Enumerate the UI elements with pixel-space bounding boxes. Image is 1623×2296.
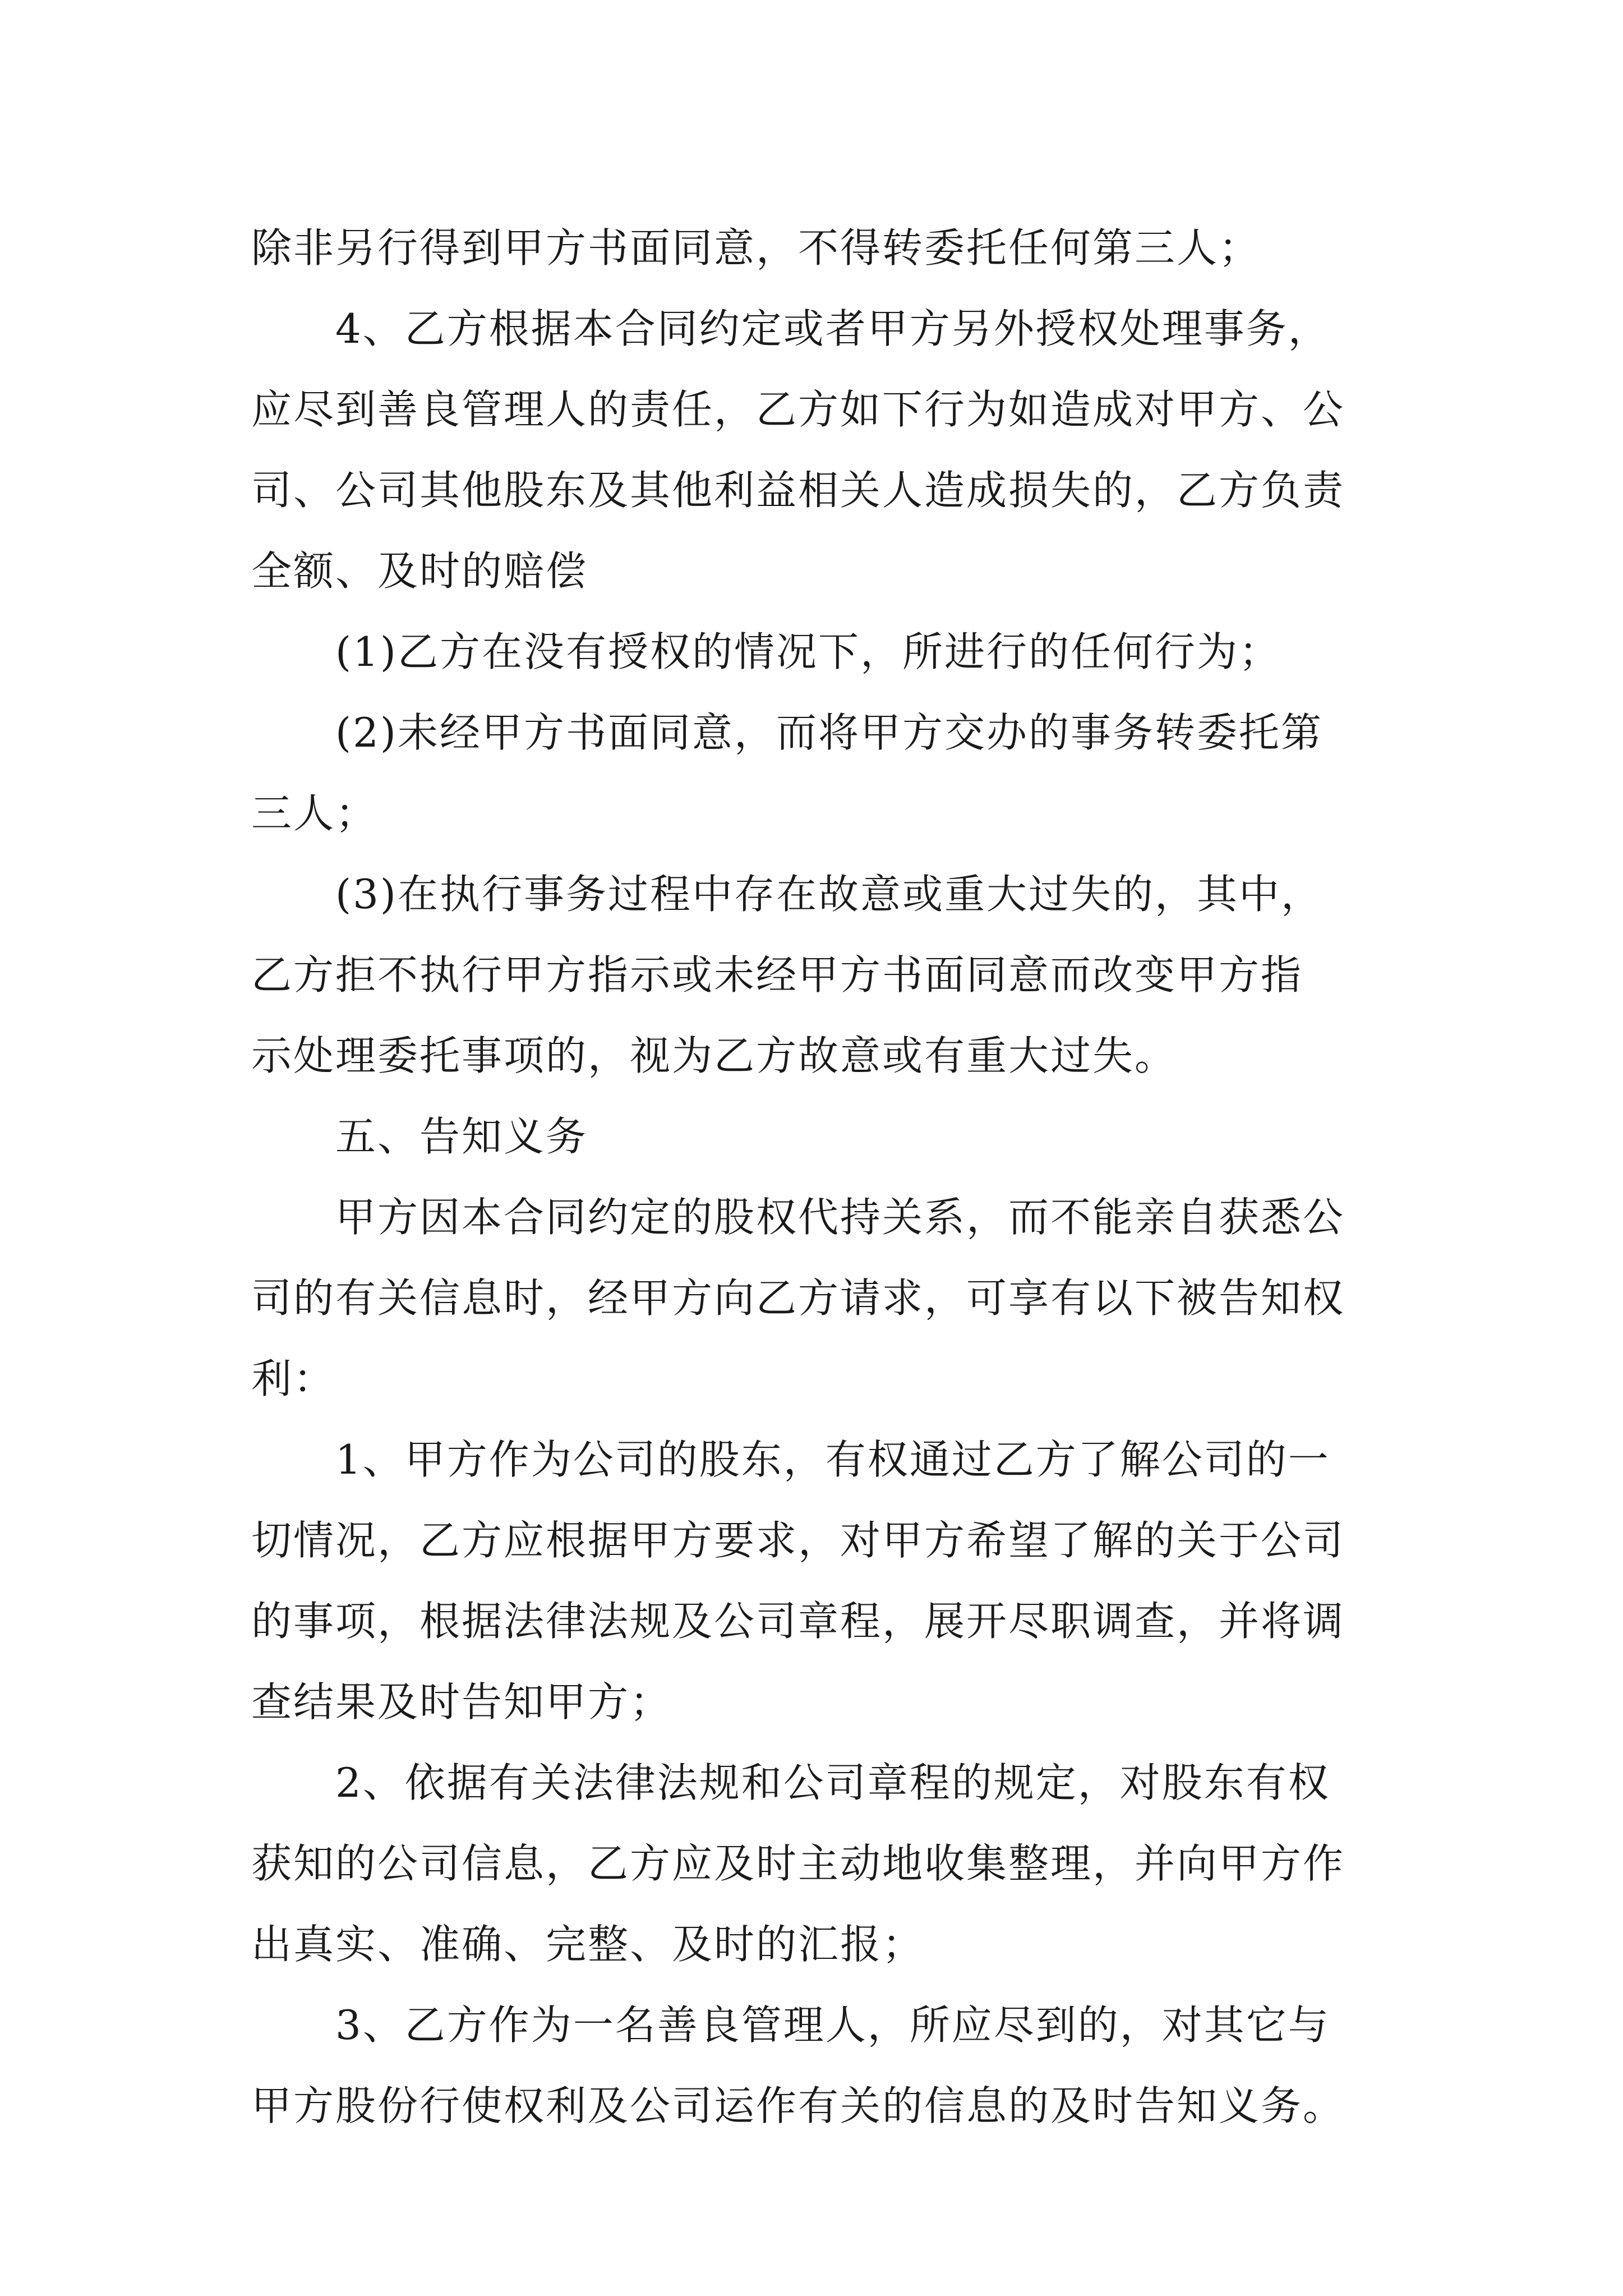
text-line: 甲方股份行使权利及公司运作有关的信息的及时告知义务。 — [251, 2082, 1345, 2129]
text-line: 甲方因本合同约定的股权代持关系，而不能亲自获悉公 — [335, 1194, 1345, 1241]
text-line: 的事项，根据法律法规及公司章程，展开尽职调查，并将调 — [251, 1598, 1345, 1645]
text-line: 获知的公司信息，乙方应及时主动地收集整理，并向甲方作 — [251, 1840, 1345, 1887]
text-line: 切情况，乙方应根据甲方要求，对甲方希望了解的关于公司 — [251, 1517, 1345, 1564]
text-line: 1、甲方作为公司的股东，有权通过乙方了解公司的一 — [335, 1436, 1330, 1483]
text-line: 查结果及时告知甲方； — [251, 1678, 672, 1726]
text-line: (2)未经甲方书面同意，而将甲方交办的事务转委托第 — [335, 709, 1323, 756]
text-line: 司、公司其他股东及其他利益相关人造成损失的，乙方负责 — [251, 467, 1345, 514]
text-line: 应尽到善良管理人的责任，乙方如下行为如造成对甲方、公 — [251, 386, 1345, 433]
text-line: (3)在执行事务过程中存在故意或重大过失的，其中， — [335, 871, 1323, 918]
section-heading: 五、告知义务 — [335, 1113, 588, 1160]
text-line: 4、乙方根据本合同约定或者甲方另外授权处理事务， — [335, 305, 1330, 352]
text-line: 利： — [251, 1355, 336, 1402]
text-line: 司的有关信息时，经甲方向乙方请求，可享有以下被告知权 — [251, 1274, 1345, 1322]
text-line: 2、依据有关法律法规和公司章程的规定，对股东有权 — [335, 1759, 1330, 1806]
text-line: (1)乙方在没有授权的情况下，所进行的任何行为； — [335, 628, 1281, 675]
text-line: 三人； — [251, 790, 378, 837]
text-line: 出真实、准确、完整、及时的汇报； — [251, 1921, 925, 1968]
text-line: 除非另行得到甲方书面同意，不得转委托任何第三人； — [251, 224, 1261, 272]
text-line: 3、乙方作为一名善良管理人，所应尽到的，对其它与 — [335, 2001, 1330, 2049]
text-line: 示处理委托事项的，视为乙方故意或有重大过失。 — [251, 1032, 1177, 1079]
text-line: 全额、及时的赔偿 — [251, 547, 588, 595]
text-line: 乙方拒不执行甲方指示或未经甲方书面同意而改变甲方指 — [251, 951, 1303, 999]
